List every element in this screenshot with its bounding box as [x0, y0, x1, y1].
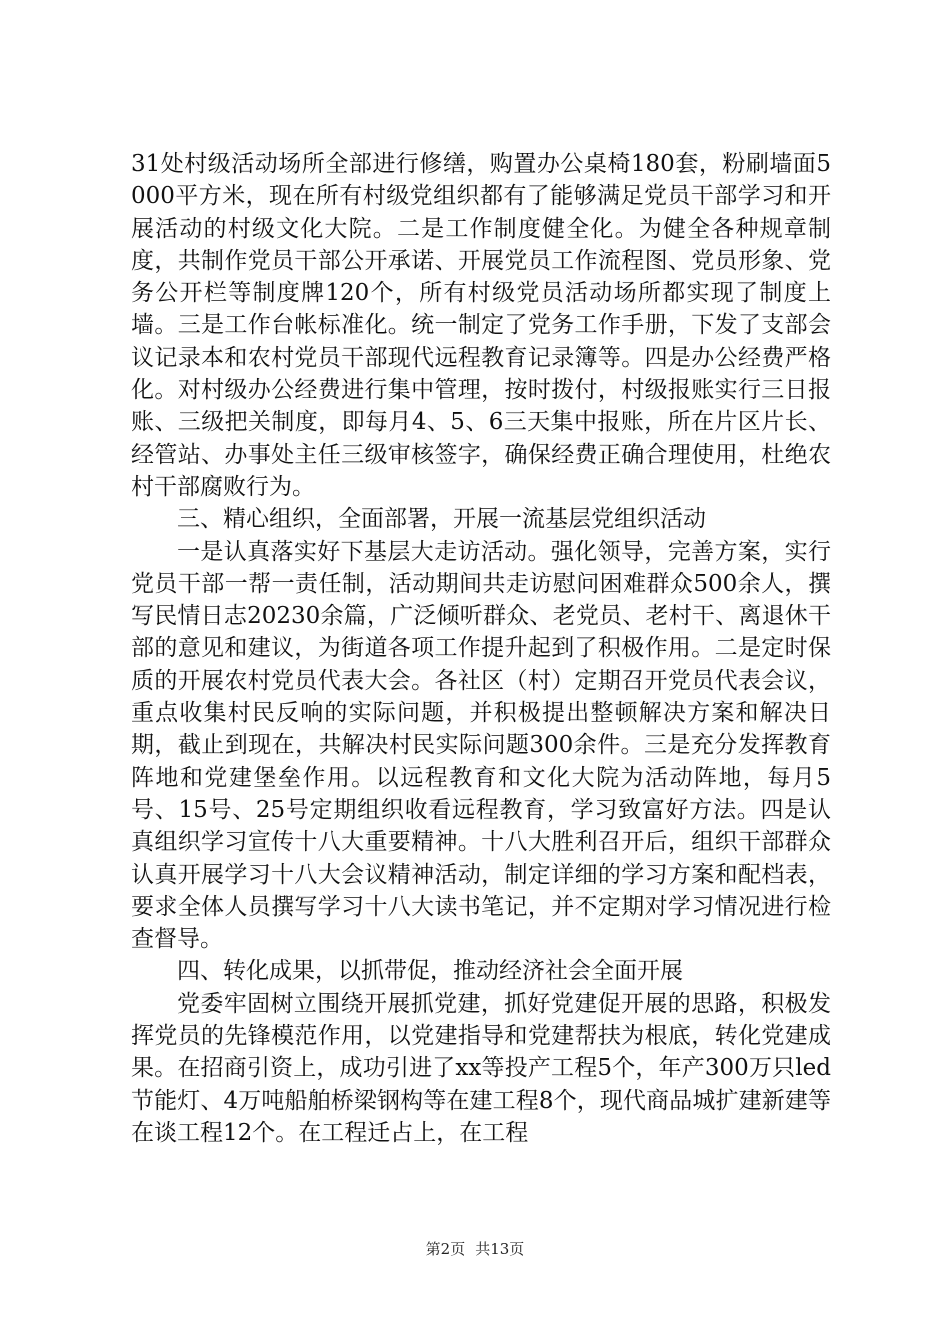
page-number: 第2页 [425, 1240, 466, 1258]
section-heading-4: 四、转化成果，以抓带促，推动经济社会全面开展 [177, 958, 683, 985]
paragraph-1: 31处村级活动场所全部进行修缮，购置办公桌椅180套，粉刷墙面5000平方米，现在所有村级党组织都有了能够满足党员干部学习和开展活动的村级文化大院。二是工作制度健全化。为健全各种规章制度，共制作党员干部公开承诺、开展党员工作流程图、党员形象、党务公开栏等制度牌120个，所有村级党员活动场所都实现了制度上墙。三是工作台帐标准化。统一制定了党务工作手册，下发了支部会议记录本和农村党员干部现代远程教育记录簿等。四是办公经费严格化。对村级办公经费进行集中管理，按时拨付，村级报账实行三日报账、三级把关制度，即每月4、5、6三天集中报账，所在片区片长、经管站、办事处主任三级审核签字，确保经费正确合理使用，杜绝农村干部腐败行为。 [131, 151, 831, 500]
page-footer [0, 1238, 950, 1259]
paragraph-3: 党委牢固树立围绕开展抓党建，抓好党建促开展的思路，积极发挥党员的先锋模范作用，以党建指导和党建帮扶为根底，转化党建成果。在招商引资上，成功引进了xx等投产工程5个，年产300万只led节能灯、4万吨船舶桥梁钢构等在建工程8个，现代商品城扩建新建等在谈工程12个。在工程迁占上，在工程 [131, 990, 831, 1146]
page-total: 共13页 [475, 1240, 525, 1258]
section-heading-3: 三、精心组织，全面部署，开展一流基层党组织活动 [177, 506, 706, 533]
paragraph-2: 一是认真落实好下基层大走访活动。强化领导，完善方案，实行党员干部一帮一责任制，活动期间共走访慰问困难群众500余人，撰写民情日志20230余篇，广泛倾听群众、老党员、老村干、离退休干部的意见和建议，为街道各项工作提升起到了积极作用。二是定时保质的开展农村党员代表大会。各社区（村）定期召开党员代表会议，重点收集村民反响的实际问题，并积极提出整顿解决方案和解决日期，截止到现在，共解决村民实际问题300余件。三是充分发挥教育阵地和党建堡垒作用。以远程教育和文化大院为活动阵地，每月5号、15号、25号定期组织收看远程教育，学习致富好方法。四是认真组织学习宣传十八大重要精神。十八大胜利召开后，组织干部群众认真开展学习十八大会议精神活动，制定详细的学习方案和配档表，要求全体人员撰写学习十八大读书笔记，并不定期对学习情况进行检查督导。 [131, 538, 831, 953]
document-body [131, 148, 831, 1149]
